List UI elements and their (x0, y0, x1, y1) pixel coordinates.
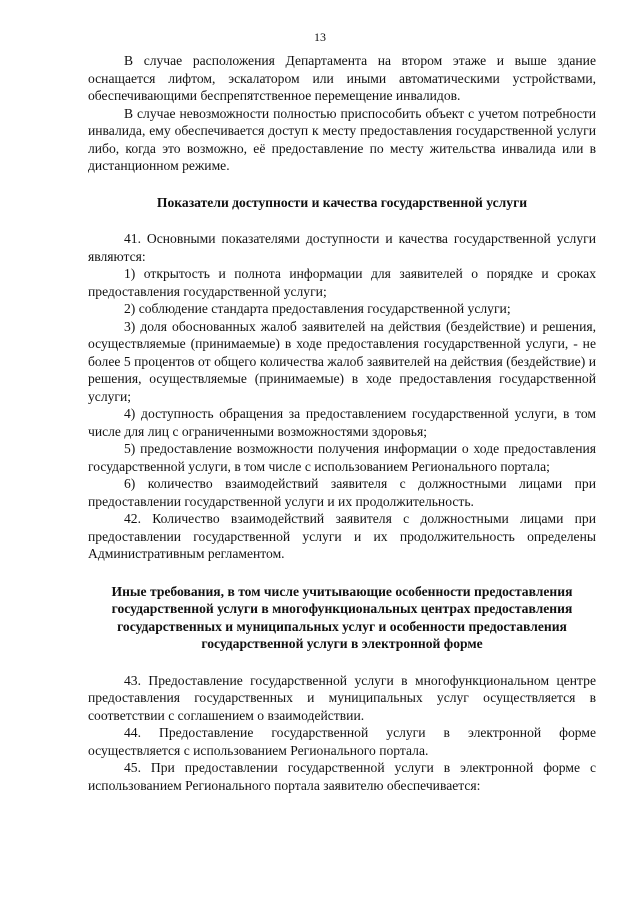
item-41-2: 2) соблюдение стандарта предоставления государственной услуги; (124, 301, 511, 316)
paragraph-access-alternative: В случае невозможности полностью приспособить объект с учетом потребности инвалида, ему обеспечивается доступ к месту предоставления государственной услуги либо, когда это возможно, её предоставление по месту жительства инвалида или в дистанционном режиме. (88, 105, 596, 173)
heading-other-requirements: Иные требования, в том числе учитывающие особенности предоставления государственной услуги в многофункциональных центрах предоставления государственных и муниципальных услуг и особенности предоставления государственной услуги в электронной форме (111, 583, 573, 651)
item-45: 45. При предоставлении государственной услуги в электронной форме с использованием Регионального портала заявителю обеспечивается: (88, 760, 596, 793)
item-41-6: 6) количество взаимодействий заявителя с должностными лицами при предоставлении государственной услуги и их продолжительность. (88, 476, 596, 509)
item-44: 44. Предоставление государственной услуги в электронной форме осуществляется с использованием Регионального портала. (88, 725, 596, 758)
page-number: 13 (314, 30, 326, 44)
heading-access-quality: Показатели доступности и качества государственной услуги (156, 194, 528, 210)
item-41-1: 1) открытость и полнота информации для заявителей о порядке и сроках предоставления государственной услуги; (88, 266, 596, 299)
item-41-4: 4) доступность обращения за предоставлением государственной услуги, в том числе для лиц с ограниченными возможностями здоровья; (88, 406, 596, 439)
paragraph-elevator: В случае расположения Департамента на втором этаже и выше здание оснащается лифтом, эскалатором или иными автоматическими устройствами, обеспечивающими беспрепятственное перемещение инвалидов. (88, 53, 596, 103)
item-41-5: 5) предоставление возможности получения информации о ходе предоставления государственной услуги, в том числе с использованием Регионального портала; (88, 441, 596, 474)
item-42: 42. Количество взаимодействий заявителя с должностными лицами при предоставлении государственной услуги и их продолжительность определены Административным регламентом. (88, 511, 596, 561)
item-41-3: 3) доля обоснованных жалоб заявителей на действия (бездействие) и решения, осуществляемые (принимаемые) в ходе предоставления государственной услуги, - не более 5 процентов от общего количества жалоб заявителей на действия (бездействие) и решения, осуществляемые (принимаемые) в ходе предоставления государственной услуги; (88, 318, 596, 404)
item-43: 43. Предоставление государственной услуги в многофункциональном центре предоставления государственных и муниципальных услуг осуществляется в соответствии с соглашением о взаимодействии. (88, 672, 596, 723)
item-41: 41. Основными показателями доступности и качества государственной услуги являются: (88, 231, 596, 264)
document-body (88, 52, 596, 794)
